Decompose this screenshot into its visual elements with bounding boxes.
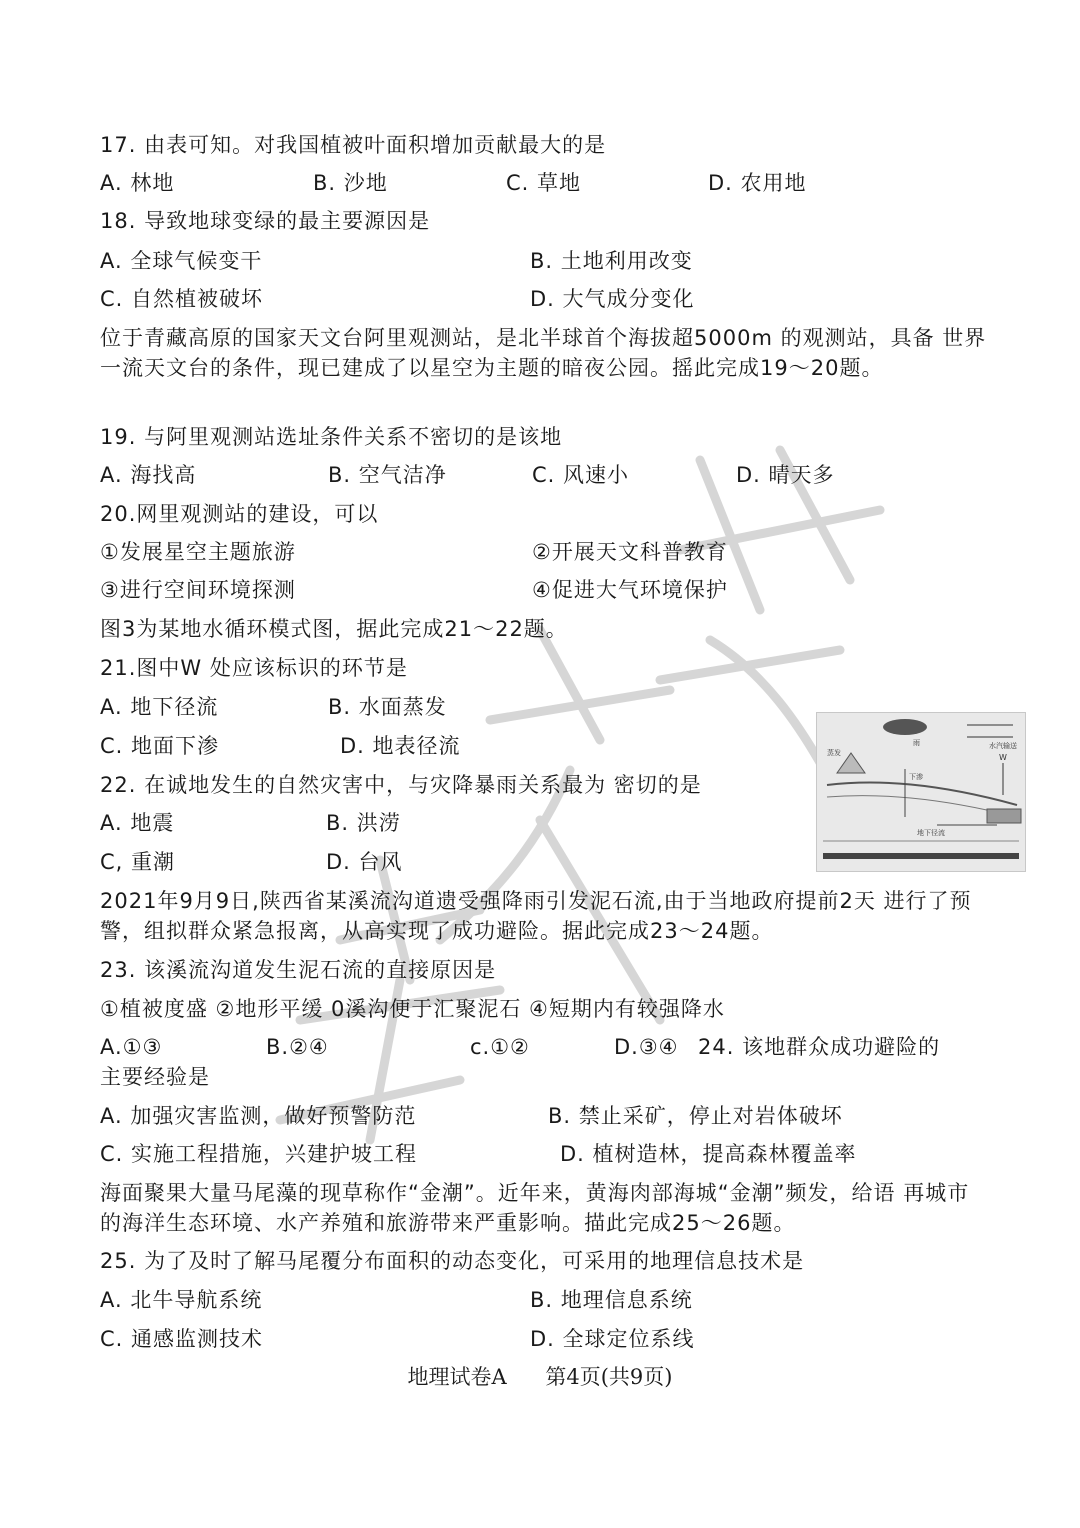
q24-stem-part2: 主要经验是 <box>100 1065 210 1089</box>
q22-option-d: D. 台风 <box>326 850 403 874</box>
q25-option-a: A. 北牛导航系统 <box>100 1288 263 1312</box>
q19-option-c: C. 风速小 <box>532 463 630 487</box>
q22-option-c: C, 重潮 <box>100 850 176 874</box>
q21-option-d: D. 地表径流 <box>340 734 461 758</box>
q17-option-a: A. 林地 <box>100 171 175 195</box>
q22-stem: 22. 在诚地发生的自然灾害中，与灾降暴雨关系最为 密切的是 <box>100 773 702 797</box>
q25-option-b: B. 地理信息系统 <box>530 1288 693 1312</box>
fig-label-rain: 雨 <box>913 739 920 747</box>
q18-option-c: C. 自然植被破坏 <box>100 287 264 311</box>
q24-option-d: D. 植树造林，提高森林覆盖率 <box>560 1142 857 1166</box>
q23-option-c: c.①② <box>470 1035 530 1059</box>
fig-label-groundwater: 地下径流 <box>917 829 945 837</box>
intro-21-22: 图3为某地水循环模式图，据此完成21～22题。 <box>100 617 568 641</box>
q23-stem: 23. 该溪流沟道发生泥石流的直接原因是 <box>100 958 497 982</box>
q18-option-b: B. 土地利用改变 <box>530 249 693 273</box>
q24-option-a: A. 加强灾害监测，做好预警防范 <box>100 1104 417 1128</box>
q24-stem-part1: 24. 该地群众成功避险的 <box>698 1035 941 1059</box>
q21-option-b: B. 水面蒸发 <box>328 695 447 719</box>
q17-option-d: D. 农用地 <box>708 171 807 195</box>
intro-19-20: 位于青藏高原的国家天文台阿里观测站，是北半球首个海拔超5000m 的观测站，具备 世界一流天文台的条件，现已建成了以星空为主题的暗夜公园。摇此完成19～20题。 <box>100 326 987 380</box>
q23-option-d: D.③④ <box>614 1035 679 1059</box>
q19-option-a: A. 海找高 <box>100 463 197 487</box>
q25-option-d: D. 全球定位系线 <box>530 1327 695 1351</box>
q18-stem: 18. 导致地球变绿的最主要源因是 <box>100 209 431 233</box>
water-cycle-diagram <box>817 713 1025 871</box>
cloud-icon <box>883 719 927 735</box>
q21-stem: 21.图中W 处应该标识的环节是 <box>100 656 408 680</box>
q23-option-a: A.①③ <box>100 1035 163 1059</box>
q22-option-a: A. 地震 <box>100 811 175 835</box>
q18-option-d: D. 大气成分变化 <box>530 287 695 311</box>
q21-option-a: A. 地下径流 <box>100 695 219 719</box>
q20-option-1: ①发展星空主题旅游 <box>100 540 296 564</box>
q21-option-c: C. 地面下渗 <box>100 734 220 758</box>
q23-options: ①植被度盛 ②地形平缓 0溪沟便于汇聚泥石 ④短期内有较强降水 <box>100 997 725 1021</box>
q20-option-3: ③进行空间环境探测 <box>100 578 296 602</box>
q19-stem: 19. 与阿里观测站选址条件关系不密切的是该地 <box>100 425 563 449</box>
q25-option-c: C. 通感监测技术 <box>100 1327 264 1351</box>
fig-label-w: W <box>999 753 1007 762</box>
q20-option-2: ②开展天文科普教育 <box>532 540 728 564</box>
exam-title: 地理试卷A <box>407 1365 507 1389</box>
q18-option-a: A. 全球气候变干 <box>100 249 263 273</box>
q22-option-b: B. 洪涝 <box>326 811 401 835</box>
q24-option-b: B. 禁止采矿，停止对岩体破坏 <box>548 1104 843 1128</box>
q17-option-c: C. 草地 <box>506 171 582 195</box>
q25-stem: 25. 为了及时了解马尾覆分布面积的动态变化，可采用的地理信息技术是 <box>100 1249 805 1273</box>
intro-25-26: 海面聚果大量马尾藻的现草称作“金潮”。近年来，黄海肉部海城“金潮”频发，给语 再城市的海洋生态环境、水产养殖和旅游带来严重影响。描此完成25～26题。 <box>100 1181 970 1235</box>
q20-stem: 20.网里观测站的建设，可以 <box>100 502 379 526</box>
q24-option-c: C. 实施工程措施，兴建护坡工程 <box>100 1142 418 1166</box>
fig-label-infiltration: 下渗 <box>909 773 923 781</box>
water-cycle-figure <box>816 712 1026 872</box>
q19-option-b: B. 空气洁净 <box>328 463 447 487</box>
page-number: 第4页(共9页) <box>545 1365 673 1389</box>
intro-23-24: 2021年9月9日,陕西省某溪流沟道遗受强降雨引发泥石流,由于当地政府提前2天 进行了预警，组拟群众紧急报离，从高实现了成功避险。据此完成23～24题。 <box>100 889 972 943</box>
fig-label-evap: 蒸发 <box>827 749 841 757</box>
q23-option-b: B.②④ <box>266 1035 329 1059</box>
q17-option-b: B. 沙地 <box>313 171 388 195</box>
q20-option-4: ④促进大气环境保护 <box>532 578 728 602</box>
fig-label-vapor: 水汽输送 <box>989 742 1017 750</box>
page-footer <box>0 1362 1080 1392</box>
q17-stem: 17. 由表可知。对我国植被叶面积增加贡献最大的是 <box>100 133 607 157</box>
q19-option-d: D. 晴天多 <box>736 463 835 487</box>
